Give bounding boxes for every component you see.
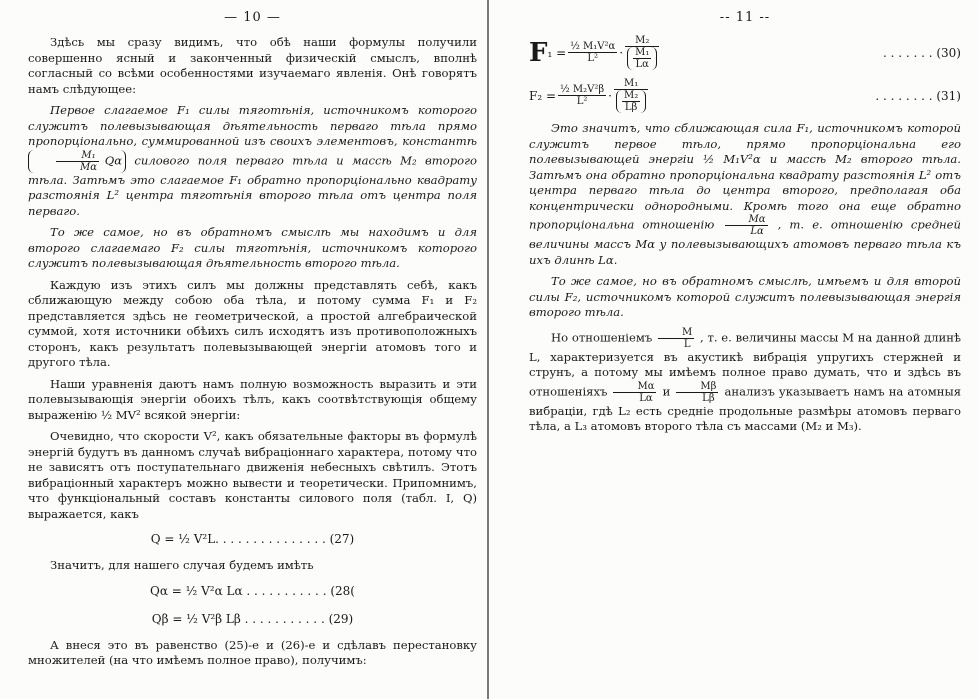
fraction [568,41,617,64]
paragraph-text: , т. е. величины массы M на данной длинѣ L, характеризуется въ акустикѣ вибрація упругихъ стержней и струнъ, а потому мы имѣемъ полное право думать, что и здѣсь въ отношеніяхъ [529,330,961,398]
page-number: — 10 — [224,10,281,25]
paragraph-text: , т. е. отношенію средней величины массъ Mα у полевызывающихъ атомовъ перваго тѣла къ ихъ длинѣ Lα. [529,217,962,267]
denominator: Lα [635,59,649,70]
page-left [0,0,487,699]
equation-lhs: F₂ = [529,88,557,103]
equation-lhs: ₁ = [547,45,567,60]
denominator: Lβ [702,392,715,404]
paragraph-italic [28,103,477,219]
ratio-bracket [627,47,657,70]
paragraph-text: анализъ указываетъ намъ на атомныя вибраціи, гдѣ L₂ есть средніе продольные размѣры атомовъ перваго тѣла, а L₃ атомовъ второго тѣла съ массами (M₂ и M₃). [529,384,962,433]
denominator [625,47,659,70]
q-symbol: Qα [104,153,123,167]
fraction [614,78,648,113]
paragraph: Каждую изъ этихъ силъ мы должны представлять себѣ, какъ сближающую между собою оба тѣла, и потому сумма F₁ и F₂ представляется здѣсь не геометрической, а простой алгебраической суммой, хотя источники обѣихъ силъ исходятъ изъ противоположныхъ сторонъ, какъ результатъ полевызывающей энергіи атомовъ того и другого тѣла. [28,277,477,369]
equation-28: Qα = ½ V²α Lα . . . . . . . . . . . (28( [150,583,355,598]
paragraph: Наши уравненія даютъ намъ полную возможность выразить и эти полевызывающія энергіи обоихъ тѣлъ, какъ соотвѣтствующія общему выраженію ½ MV² всякой энергіи: [28,376,477,422]
numerator: ½ M₂V²β [560,84,605,95]
numerator: Mα [725,214,768,226]
paragraph-text: Это значитъ, что сближающая сила F₁, источникомъ которой служитъ первое тѣло, прямо пропорціональна его полевызывающей энергіи ½ M₁V²α и массѣ M₂ второго тѣла. Затѣмъ она обратно пропорціональна квадрату разстоянія L² отъ центра перваго тѣла до центра второго, предполагая оба концентрически однородными. Кромѣ того она еще обратно пропорціональна отношенію [529,121,961,232]
paragraph-italic: То же самое, но въ обратномъ смыслѣ мы находимъ и для второго слагаемаго F₂ силы тяготѣнія, источникомъ которого служитъ полевызывающая дѣятельность второго тѣла. [28,225,477,270]
constant-bracket [28,150,126,173]
fraction [625,35,659,70]
numerator: M₁ [635,47,650,58]
numerator: M₂ [625,35,659,47]
equation-number: . . . . . . . (30) [882,45,961,60]
conjunction: и [662,384,671,398]
numerator: Mα [613,381,656,393]
fraction [725,214,768,237]
equation-31 [529,78,961,113]
denominator [614,90,648,113]
fraction [622,90,640,113]
force-symbol: F [529,37,548,68]
denominator: L² [587,53,599,64]
equation-30 [529,35,961,70]
numerator: M [658,327,694,339]
fraction [56,150,99,173]
fraction [676,381,718,404]
paragraph-text: Но отношеніемъ [551,330,653,344]
numerator: M₁ [56,150,99,162]
page-right [489,0,979,699]
equation-number: . . . . . . . . (31) [875,88,961,103]
page-number: -- 11 -- [719,10,771,25]
paragraph-text: Первое слагаемое F₁ силы тяготѣнія, источникомъ которого служитъ полевызывающая дѣятельность перваго тѣла прямо пропорціонально, суммированной изъ своихъ элементовъ, константѣ [28,103,477,148]
denominator: L² [576,96,588,107]
paragraph-italic: То же самое, но въ обратномъ смыслѣ, имѣемъ и для второй силы F₂, источникомъ которой служитъ полевызывающая энергія второго тѣла. [529,274,961,319]
equation-29: Qβ = ½ V²β Lβ . . . . . . . . . . . (29) [151,611,354,626]
paragraph: А внеся это въ равенство (25)-е и (26)-е и сдѣлавъ перестановку множителей (на что имѣемъ полное право), получимъ: [28,637,477,667]
paragraph-text: силового поля перваго тѣла и массѣ M₂ второго тѣла. Затѣмъ это слагаемое F₁ обратно пропорціонально квадрату разстоянія L² центра тяготѣнія второго тѣла отъ центра поля перваго. [28,153,477,218]
numerator: ½ M₁V²α [570,41,616,52]
equation-27: Q = ½ V²L. . . . . . . . . . . . . . . (27) [150,532,355,546]
fraction [558,84,606,107]
numerator: M₂ [623,90,639,101]
denominator: Lα [639,392,653,404]
denominator: L [683,338,691,350]
numerator: M₁ [614,78,648,90]
paragraph-italic [529,121,961,268]
dot-operator: · [608,88,612,103]
fraction [633,47,651,70]
ratio-bracket [616,90,646,113]
fraction [613,381,656,404]
fraction [658,327,694,350]
dot-operator: · [619,45,624,60]
paragraph [529,327,961,435]
paragraph: Очевидно, что скорости V², какъ обязательные факторы въ формулѣ энергій будутъ въ данномъ случаѣ вибраціоннаго характера, потому что не зависятъ отъ поступательнаго движенія небесныхъ свѣтилъ. Этотъ вибраціонный характеръ можно вывести и теоретически. Припомнимъ, что функціональный составъ константы силового поля (табл. I, Q) выражается, какъ [28,429,477,521]
denominator: Lβ [624,102,638,113]
paragraph: Здѣсь мы сразу видимъ, что обѣ наши формулы получили совершенно ясный и законченный физическій смыслъ, вполнѣ согласный со всѣми особенностями изучаемаго явленія. Онѣ говорятъ намъ слѣдующее: [28,35,477,96]
paragraph: Значитъ, для нашего случая будемъ имѣть [50,558,314,572]
denominator: Lα [750,226,764,237]
numerator: Mβ [676,381,718,393]
denominator: Mα [80,161,97,173]
